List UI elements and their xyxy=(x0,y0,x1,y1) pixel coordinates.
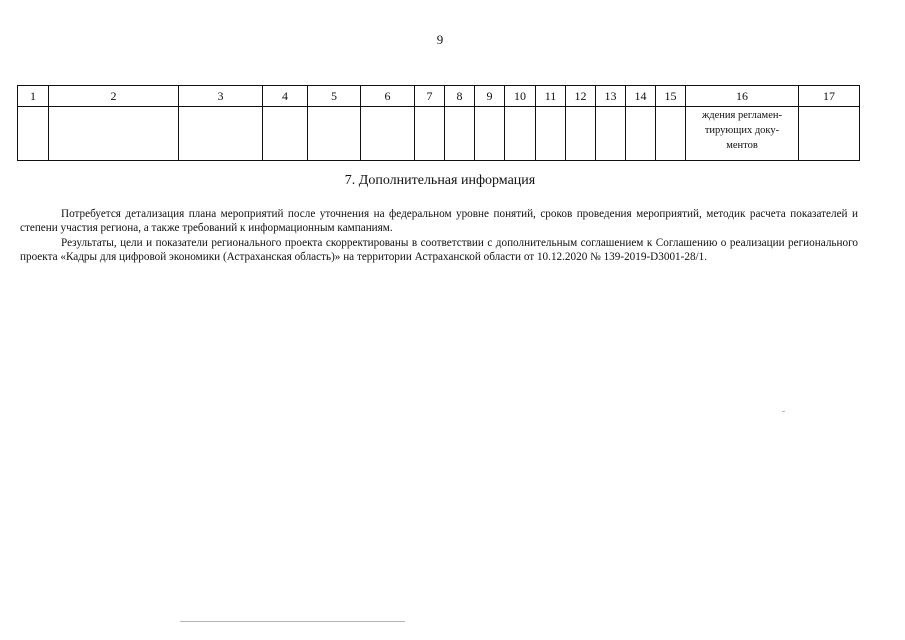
column-number: 17 xyxy=(799,86,860,107)
table-cell xyxy=(505,107,536,161)
table-cell xyxy=(18,107,49,161)
column-number: 13 xyxy=(596,86,626,107)
table-cell xyxy=(308,107,361,161)
column-number: 2 xyxy=(49,86,179,107)
table-cell xyxy=(799,107,860,161)
column-number: 15 xyxy=(656,86,686,107)
column-number: 10 xyxy=(505,86,536,107)
column-number: 5 xyxy=(308,86,361,107)
column-number: 1 xyxy=(18,86,49,107)
table-cell xyxy=(566,107,596,161)
column-number: 4 xyxy=(263,86,308,107)
table-cell xyxy=(445,107,475,161)
table-cell-continued-text: ждения регламен- тирующих доку- ментов xyxy=(686,107,799,161)
table-cell xyxy=(361,107,415,161)
column-number: 3 xyxy=(179,86,263,107)
scan-artifact-line xyxy=(180,621,405,622)
column-number: 7 xyxy=(415,86,445,107)
table-cell xyxy=(656,107,686,161)
column-number: 9 xyxy=(475,86,505,107)
paragraph: Потребуется детализация плана мероприятий после уточнения на федеральном уровне понятий, сроков проведения мероприятий, методик расчета показателей и степени участия региона, а также требований к информационным кампаниям. xyxy=(20,208,858,234)
table-cell xyxy=(49,107,179,161)
section-title: 7. Дополнительная информация xyxy=(344,173,536,188)
table-cell xyxy=(626,107,656,161)
table-cell xyxy=(596,107,626,161)
scan-artifact-dot xyxy=(782,411,785,412)
column-number: 16 xyxy=(686,86,799,107)
column-number: 12 xyxy=(566,86,596,107)
table-cell xyxy=(536,107,566,161)
column-number: 8 xyxy=(445,86,475,107)
data-table xyxy=(17,85,860,161)
column-number: 11 xyxy=(536,86,566,107)
page-number: 9 xyxy=(436,32,444,47)
column-number: 14 xyxy=(626,86,656,107)
paragraph: Результаты, цели и показатели регионального проекта скорректированы в соответствии с дополнительным соглашением к Соглашению о реализации регионального проекта «Кадры для цифровой экономики (Астраханская область)» на территории Астраханской области от 10.12.2020 № 139-2019-D3001-28/1. xyxy=(20,237,858,263)
table-header-row xyxy=(18,86,860,107)
column-number: 6 xyxy=(361,86,415,107)
table-cell xyxy=(263,107,308,161)
table-cell xyxy=(475,107,505,161)
table-cell xyxy=(415,107,445,161)
table-row xyxy=(18,107,860,161)
table-cell xyxy=(179,107,263,161)
